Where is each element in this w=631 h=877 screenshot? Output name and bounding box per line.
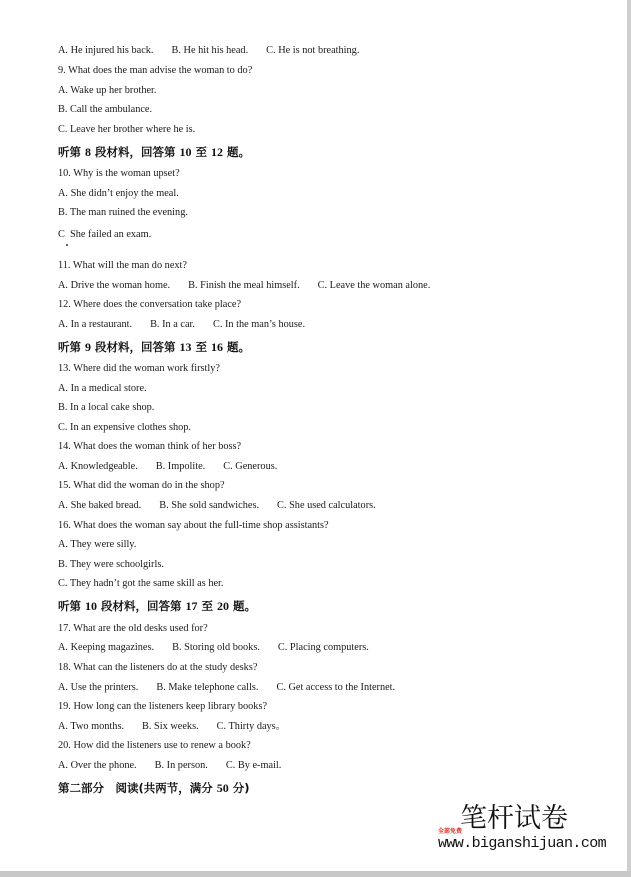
heading-part: 第二部分 阅读(共两节，满分	[58, 781, 217, 795]
heading-part: 8	[85, 145, 92, 159]
answer-option: C. Leave her brother where he is.	[58, 124, 196, 135]
answer-option: C. Generous.	[223, 461, 278, 472]
answer-option: B. In a car.	[150, 319, 195, 330]
question-text: 17. What are the old desks used for?	[58, 623, 208, 634]
stray-dot-mark	[66, 244, 68, 246]
watermark-url: www.biganshijuan.com	[438, 835, 607, 852]
answer-option: C. By e-mail.	[225, 760, 282, 771]
heading-part: 题。	[229, 599, 257, 613]
answer-option: C. They hadn’t got the same skill as her.	[58, 578, 224, 589]
watermark-title: 笔杆试卷	[460, 803, 568, 834]
question-text: 16. What does the woman say about the full-time shop assistants?	[58, 520, 329, 531]
heading-part: 段材料，回答第	[97, 599, 186, 613]
question-text: 20. How did the listeners use to renew a book?	[58, 740, 251, 751]
heading-part: 10	[85, 599, 98, 613]
answer-option: C. Thirty days。	[216, 721, 286, 732]
heading-part: 听第	[58, 599, 86, 613]
answer-options-row	[58, 760, 281, 772]
heading-part: 分)	[228, 781, 250, 795]
answer-options-row	[58, 319, 305, 331]
watermark-logo	[438, 803, 607, 858]
page-bottom-edge	[0, 871, 631, 877]
answer-option: B. Storing old books.	[172, 642, 260, 653]
answer-option: B. Impolite.	[155, 461, 206, 472]
section-heading	[58, 599, 256, 613]
heading-part: 听第	[58, 340, 86, 354]
answer-option: B. The man ruined the evening.	[58, 207, 188, 218]
answer-option: A. Knowledgeable.	[58, 461, 138, 472]
heading-part: 题。	[223, 340, 251, 354]
question-text: 12. Where does the conversation take place?	[58, 299, 242, 310]
answer-option: A. Two months.	[58, 721, 125, 732]
question-text: 15. What did the woman do in the shop?	[58, 480, 225, 491]
answer-option: C. He is not breathing.	[266, 45, 360, 56]
answer-option: B. In person.	[154, 760, 208, 771]
question-text: 18. What can the listeners do at the study desks?	[58, 662, 258, 673]
answer-option: A. In a restaurant.	[58, 319, 133, 330]
heading-part: 至	[191, 145, 212, 159]
question-text: 9. What does the man advise the woman to do?	[58, 65, 253, 76]
question-text: 14. What does the woman think of her boss?	[58, 441, 242, 452]
heading-part: 听第	[58, 145, 86, 159]
section-heading	[58, 145, 250, 159]
answer-options-row	[58, 500, 376, 512]
answer-options-row	[58, 280, 430, 292]
answer-option: A. Keeping magazines.	[58, 642, 155, 653]
heading-part: 50	[216, 781, 229, 795]
answer-option: B. In a local cake shop.	[58, 402, 155, 413]
heading-part: 至	[197, 599, 218, 613]
answer-option: B. Call the ambulance.	[58, 104, 153, 115]
answer-options-row	[58, 682, 395, 694]
answer-option: C. Leave the woman alone.	[317, 280, 431, 291]
answer-option: C. Placing computers.	[277, 642, 369, 653]
answer-option: A. She didn’t enjoy the meal.	[58, 188, 179, 199]
answer-option: C. In an expensive clothes shop.	[58, 422, 191, 433]
watermark-free-tag: 全部免费	[438, 828, 463, 835]
answer-option: B. Make telephone calls.	[156, 682, 259, 693]
answer-option: B. Finish the meal himself.	[188, 280, 300, 291]
answer-option: B. She sold sandwiches.	[159, 500, 260, 511]
answer-option: A. Over the phone.	[58, 760, 137, 771]
answer-option: C. She used calculators.	[277, 500, 376, 511]
answer-options-row	[58, 45, 359, 57]
heading-part: 10	[179, 145, 192, 159]
heading-part: 段材料，回答第	[91, 145, 180, 159]
answer-option: C. Get access to the Internet.	[276, 682, 396, 693]
question-text: 19. How long can the listeners keep library books?	[58, 701, 268, 712]
answer-option: B. Six weeks.	[142, 721, 199, 732]
heading-part: 12	[211, 145, 224, 159]
answer-option: C She failed an exam.	[58, 229, 152, 240]
answer-option: C. In the man’s house.	[212, 319, 306, 330]
heading-part: 题。	[223, 145, 251, 159]
section-heading	[58, 340, 250, 354]
question-text: 10. Why is the woman upset?	[58, 168, 180, 179]
answer-options-row	[58, 642, 369, 654]
answer-option: A. In a medical store.	[58, 383, 147, 394]
heading-part: 段材料，回答第	[91, 340, 180, 354]
heading-part: 9	[85, 340, 92, 354]
answer-option: A. Drive the woman home.	[58, 280, 171, 291]
answer-option: A. They were silly.	[58, 539, 137, 550]
heading-part: 至	[191, 340, 212, 354]
answer-option: B. He hit his head.	[171, 45, 249, 56]
answer-option: A. He injured his back.	[58, 45, 154, 56]
question-text: 13. Where did the woman work firstly?	[58, 363, 220, 374]
answer-options-row	[58, 721, 286, 733]
question-text: 11. What will the man do next?	[58, 260, 187, 271]
heading-part: 17	[185, 599, 198, 613]
answer-option: A. Use the printers.	[58, 682, 139, 693]
section-heading	[58, 781, 250, 795]
answer-option: A. She baked bread.	[58, 500, 142, 511]
answer-option: A. Wake up her brother.	[58, 85, 157, 96]
heading-part: 16	[211, 340, 224, 354]
heading-part: 13	[179, 340, 192, 354]
page-right-edge	[627, 0, 631, 877]
heading-part: 20	[217, 599, 230, 613]
answer-options-row	[58, 461, 277, 473]
answer-option: B. They were schoolgirls.	[58, 559, 164, 570]
